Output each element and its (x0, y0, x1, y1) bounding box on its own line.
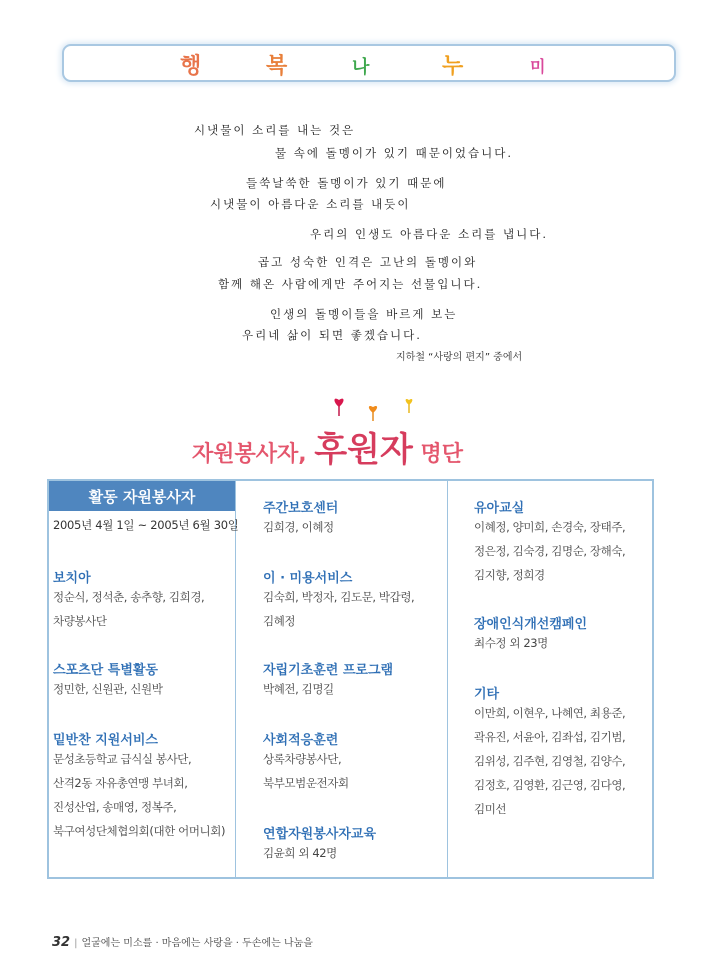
page-number: 32 (52, 935, 71, 950)
banner-char-2: 복 (266, 54, 288, 79)
section-heading: 자립기초훈련 프로그램 (263, 663, 394, 678)
section-heading: 밑반찬 지원서비스 (53, 733, 158, 748)
column-divider (235, 481, 236, 877)
poem-line: 물 속에 돌멩이가 있기 때문이었습니다. (275, 146, 514, 160)
section-heading: 보치아 (53, 571, 91, 586)
poem-line: 함께 해온 사람에게만 주어지는 선물입니다. (218, 277, 483, 291)
title-part-list: 명단 (412, 442, 463, 467)
donors-title (192, 422, 463, 471)
poem-line: 시냇물이 아름다운 소리를 내듯이 (210, 197, 411, 211)
section-heading: 기타 (474, 687, 500, 702)
footer-slogan: 얼굴에는 미소를 · 마음에는 사랑을 · 두손에는 나눔을 (81, 938, 313, 949)
section-text: 김윤희 외 42명 (263, 846, 337, 860)
section-heading: 유아교실 (474, 501, 525, 516)
poem-credit: 지하철 “사랑의 편지” 중에서 (396, 352, 523, 363)
banner-char-5: 미 (530, 57, 546, 76)
section-heading: 이 · 미용서비스 (263, 571, 353, 586)
banner-char-4: 누 (442, 54, 464, 79)
section-text: 문성초등학교 급식실 봉사단, 산격2동 자유총연맹 부녀회, 진성산업, 송매영, 정복주, 북구여성단체협의회(대한 어머니회) (53, 752, 226, 838)
table-header: 활동 자원봉사자 (49, 481, 235, 511)
banner-char-3: 나 (352, 57, 370, 78)
volunteer-table (47, 479, 654, 879)
banner-char-1: 행 (180, 54, 202, 79)
section-text: 이만희, 이현우, 나혜연, 최용준, 곽유진, 서윤아, 김좌섭, 김기범, 김위성, 김주현, 김영철, 김양수, 김정호, 김영환, 김근영, 김다영, 김미선 (474, 706, 626, 816)
section-text: 상록차량봉사단, 북부모범운전자회 (263, 752, 349, 790)
section-heading: 연합자원봉사자교육 (263, 827, 377, 842)
period-text: 2005년 4월 1일 ~ 2005년 6월 30일 (53, 518, 239, 532)
section-text: 최수정 외 23명 (474, 636, 548, 650)
poem-line: 우리네 삶이 되면 좋겠습니다. (242, 328, 422, 342)
section-text: 박혜전, 김명길 (263, 682, 334, 696)
header-banner (62, 44, 676, 82)
section-text: 김희경, 이혜정 (263, 520, 334, 534)
heart-orange-icon (369, 406, 377, 421)
section-heading: 장애인식개선캠페인 (474, 617, 588, 632)
poem-line: 우리의 인생도 아름다운 소리를 냅니다. (310, 227, 549, 241)
section-text: 김숙희, 박정자, 김도문, 박갑령, 김혜정 (263, 590, 415, 628)
section-heading: 주간보호센터 (263, 501, 339, 516)
heart-red-icon (334, 399, 343, 416)
poem-line: 시냇물이 소리를 내는 것은 (194, 123, 356, 137)
poem-line: 인생의 돌멩이들을 바르게 보는 (270, 307, 458, 321)
heart-yellow-icon (406, 399, 413, 413)
poem-line: 곱고 성숙한 인격은 고난의 돌멩이와 (258, 255, 478, 269)
section-heading: 스포츠단 특별활동 (53, 663, 158, 678)
section-text: 정순식, 정석춘, 송추향, 김희경, 차량봉사단 (53, 590, 205, 628)
section-text: 정민한, 신원관, 신원박 (53, 682, 163, 696)
section-heading: 사회적응훈련 (263, 733, 339, 748)
title-part-volunteers: 자원봉사자, (192, 442, 315, 467)
poem-line: 들쑥날쑥한 돌멩이가 있기 때문에 (246, 176, 447, 190)
page-footer (52, 934, 313, 950)
section-text: 이혜정, 양미희, 손경숙, 장태주, 정은정, 김숙경, 김명순, 장해숙, 김지향, 정희경 (474, 520, 626, 582)
footer-divider: | (74, 938, 78, 949)
column-divider (447, 481, 448, 877)
title-part-sponsors: 후원자 (314, 430, 413, 470)
